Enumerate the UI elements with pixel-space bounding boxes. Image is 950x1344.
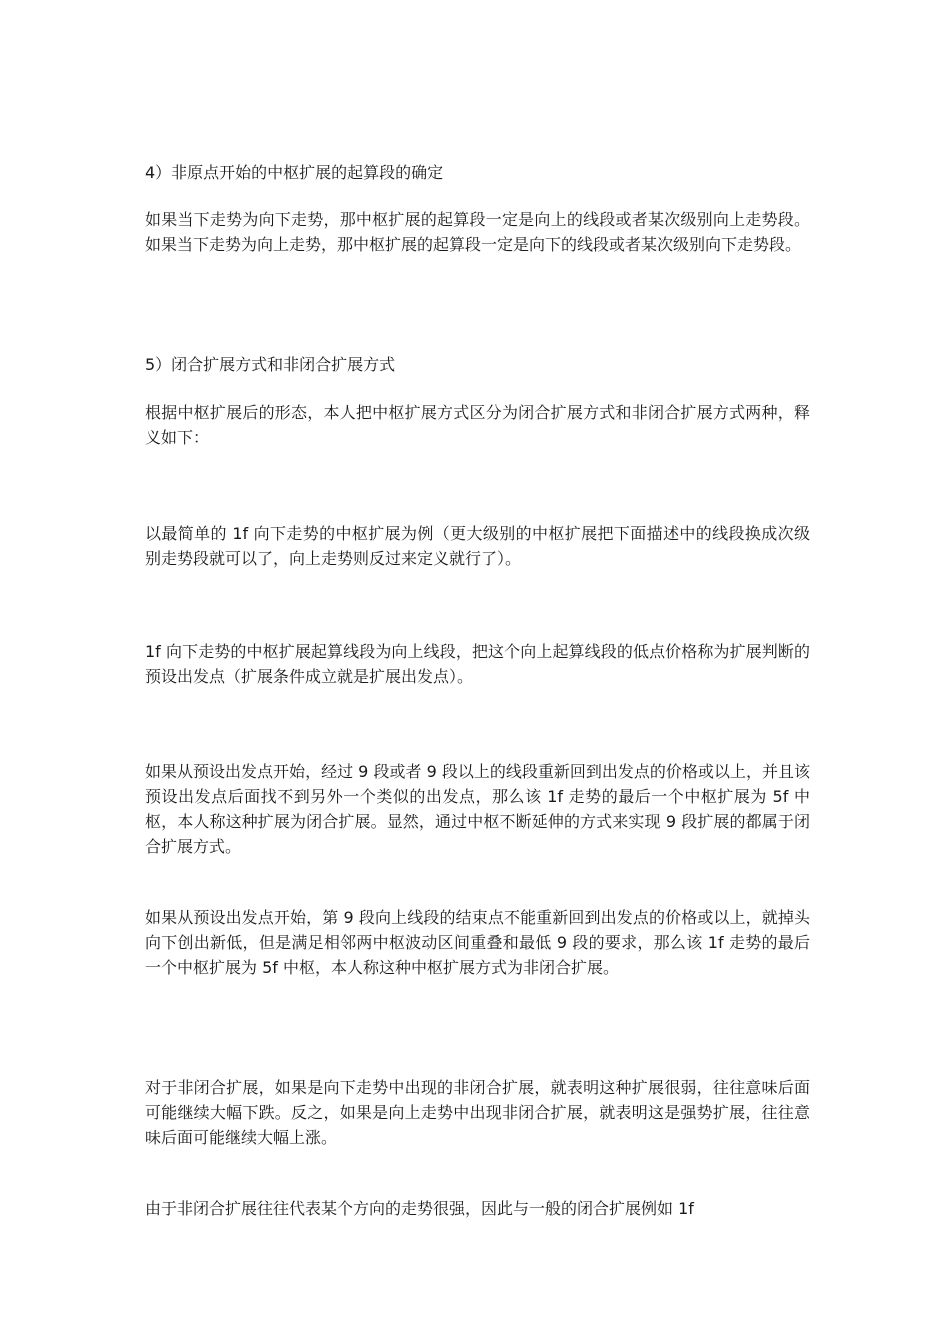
paragraph-1f-example: 以最简单的 1f 向下走势的中枢扩展为例（更大级别的中枢扩展把下面描述中的线段换成次级别走势段就可以了，向上走势则反过来定义就行了）。 <box>145 524 810 568</box>
paragraph-closed-expansion: 如果从预设出发点开始，经过 9 段或者 9 段以上的线段重新回到出发点的价格或以上，并且该预设出发点后面找不到另外一个类似的出发点，那么该 1f 走势的最后一个中枢扩展为 5f 中枢，本人称这种扩展为闭合扩展。显然，通过中枢不断延伸的方式来实现 9 段扩展的都属于闭合扩展方式。 <box>145 762 810 856</box>
paragraph-start-point: 1f 向下走势的中枢扩展起算线段为向上线段，把这个向上起算线段的低点价格称为扩展判断的预设出发点（扩展条件成立就是扩展出发点）。 <box>145 642 810 686</box>
section-heading-4: 4）非原点开始的中枢扩展的起算段的确定 <box>145 163 444 182</box>
paragraph-non-closed-meaning: 对于非闭合扩展，如果是向下走势中出现的非闭合扩展，就表明这种扩展很弱，往往意味后面可能继续大幅下跌。反之，如果是向上走势中出现非闭合扩展，就表明这是强势扩展，往往意味后面可能继续大幅上涨。 <box>145 1078 810 1147</box>
paragraph-continuation: 由于非闭合扩展往往代表某个方向的走势很强，因此与一般的闭合扩展例如 1f <box>145 1199 694 1218</box>
paragraph-non-closed-expansion: 如果从预设出发点开始，第 9 段向上线段的结束点不能重新回到出发点的价格或以上，就掉头向下创出新低，但是满足相邻两中枢波动区间重叠和最低 9 段的要求，那么该 1f 走势的最后一个中枢扩展为 5f 中枢，本人称这种中枢扩展方式为非闭合扩展。 <box>145 908 810 977</box>
paragraph-start-segment: 如果当下走势为向下走势，那中枢扩展的起算段一定是向上的线段或者某次级别向上走势段。如果当下走势为向上走势，那中枢扩展的起算段一定是向下的线段或者某次级别向下走势段。 <box>145 210 810 254</box>
section-heading-5: 5）闭合扩展方式和非闭合扩展方式 <box>145 355 396 374</box>
paragraph-expansion-modes: 根据中枢扩展后的形态，本人把中枢扩展方式区分为闭合扩展方式和非闭合扩展方式两种，释义如下： <box>145 403 810 447</box>
